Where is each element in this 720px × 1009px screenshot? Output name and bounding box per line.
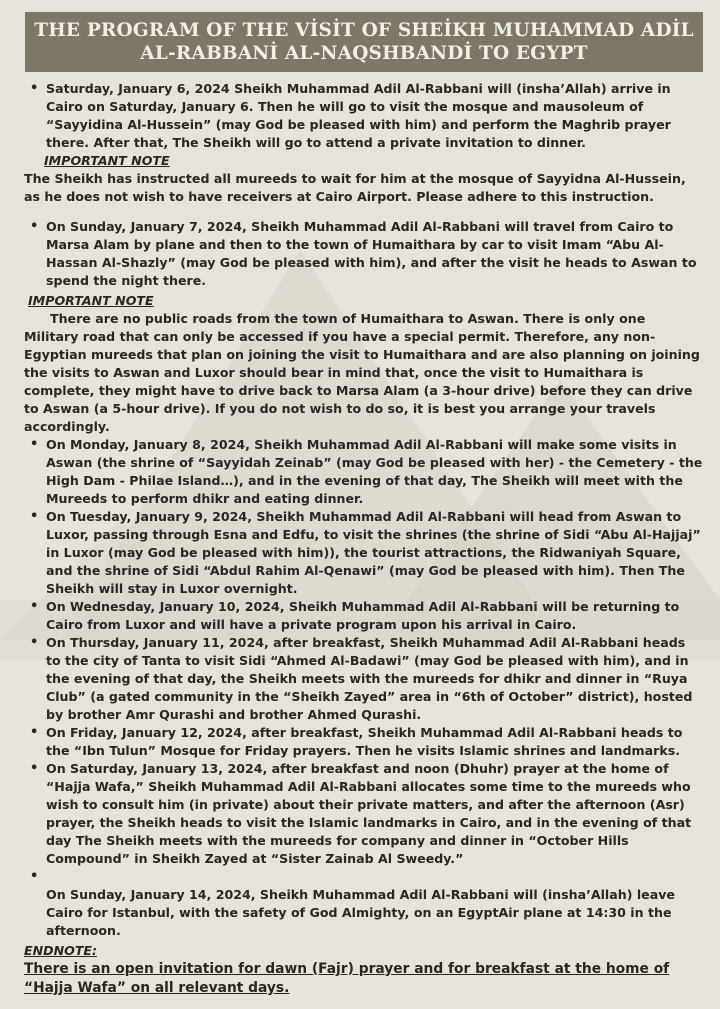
bullet-icon: • xyxy=(30,81,39,96)
bullet-icon: • xyxy=(30,509,39,524)
important-note-label: IMPORTANT NOTE xyxy=(28,293,154,308)
list-item xyxy=(24,436,704,508)
bullet-icon: • xyxy=(30,725,39,740)
list-item xyxy=(24,760,704,868)
list-item xyxy=(24,508,704,598)
item-text: On Wednesday, January 10, 2024, Sheikh Muhammad Adil Al-Rabbani will be returning to Cairo from Luxor and will have a private program upon his arrival in Cairo. xyxy=(46,599,680,632)
list-item xyxy=(24,598,704,634)
endnote-text: There is an open invitation for dawn (Fajr) prayer and for breakfast at the home of “Hajja Wafa” on all relevant days. xyxy=(24,961,670,996)
item-text: On Saturday, January 13, 2024, after breakfast and noon (Dhuhr) prayer at the home of “Hajja Wafa,” Sheikh Muhammad Adil Al-Rabbani allocates some time to the mureeds who wish to consult him (in private) about their private matters, and after the afternoon (Asr) prayer, the Sheikh heads to visit the Islamic landmarks in Cairo, and in the evening of that day The Sheikh meets with the mureeds for company and dinner in “October Hills Compound” in Sheikh Zayed at “Sister Zainab Al Sweedy.” xyxy=(46,761,692,866)
list-item xyxy=(24,886,704,940)
bullet-icon: • xyxy=(30,869,39,884)
list-item xyxy=(24,218,704,290)
bullet-icon: • xyxy=(30,761,39,776)
list-item xyxy=(24,80,704,152)
endnote-label: ENDNOTE: xyxy=(24,943,98,958)
item-text: On Monday, January 8, 2024, Sheikh Muhammad Adil Al-Rabbani will make some visits in Aswan (the shrine of “Sayyidah Zeinab” (may God be pleased with her) - the Cemetery - the High Dam - Philae Island…), and in the evening of that day, The Sheikh will meet with the Mureeds to perform dhikr and eating dinner. xyxy=(46,437,703,506)
list-item xyxy=(24,868,704,886)
item-text: On Sunday, January 14, 2024, Sheikh Muhammad Adil Al-Rabbani will (insha’Allah) leave Cairo for Istanbul, with the safety of God Almighty, on an EgyptAir plane at 14:30 in the afternoon. xyxy=(46,887,675,938)
item-text: Saturday, January 6, 2024 Sheikh Muhammad Adil Al-Rabbani will (insha’Allah) arrive in Cairo on Saturday, January 6. Then he will go to visit the mosque and mausoleum of “Sayyidina Al-Hussein” (may God be pleased with him) and perform the Maghrib prayer there. After that, The Sheikh will go to attend a private invitation to dinner. xyxy=(46,81,671,150)
item-text: On Friday, January 12, 2024, after breakfast, Sheikh Muhammad Adil Al-Rabbani heads to the “Ibn Tulun” Mosque for Friday prayers. Then he visits Islamic shrines and landmarks. xyxy=(46,725,683,758)
list-item xyxy=(24,634,704,724)
important-note-label: IMPORTANT NOTE xyxy=(44,153,170,168)
bullet-icon: • xyxy=(30,635,39,650)
important-note-text: There are no public roads from the town of Humaithara to Aswan. There is only one Military road that can only be accessed if you have a special permit. Therefore, any non-Egyptian mureeds that plan on joining the visit to Humaithara and are also planning on joining the visits to Aswan and Luxor should bear in mind that, once the visit to Humaithara is complete, they might have to drive back to Marsa Alam (a 3-hour drive) before they can drive to Aswan (a 5-hour drive). If you do not wish to do so, it is best you arrange your travels accordingly. xyxy=(24,311,700,434)
bullet-icon: • xyxy=(30,599,39,614)
important-note-text: The Sheikh has instructed all mureeds to wait for him at the mosque of Sayyidna Al-Hussein, as he does not wish to have receivers at Cairo Airport. Please adhere to this instruction. xyxy=(24,171,686,204)
item-text: On Tuesday, January 9, 2024, Sheikh Muhammad Adil Al-Rabbani will head from Aswan to Luxor, passing through Esna and Edfu, to visit the shrines (the shrine of Sidi “Abu Al-Hajjaj” in Luxor (may God be pleased with him)), the tourist attractions, the Ridwaniyah Square, and the shrine of Sidi “Abdul Rahim Al-Qenawi” (may God be pleased with him). Then The Sheikh will stay in Luxor overnight. xyxy=(46,509,701,596)
bullet-icon: • xyxy=(30,219,39,234)
item-text: On Sunday, January 7, 2024, Sheikh Muhammad Adil Al-Rabbani will travel from Cairo to Marsa Alam by plane and then to the town of Humaithara by car to visit Imam “Abu Al-Hassan Al-Shazly” (may God be pleased with him), and after the visit he heads to Aswan to spend the night there. xyxy=(46,219,697,288)
list-item xyxy=(24,724,704,760)
item-text: On Thursday, January 11, 2024, after breakfast, Sheikh Muhammad Adil Al-Rabbani heads to the city of Tanta to visit Sidi “Ahmed Al-Badawi” (may God be pleased with him), and in the evening of that day, the Sheikh meets with the mureeds for dhikr and dinner in “Ruya Club” (a gated community in the “Sheikh Zayed” area in “6th of October” district), hosted by brother Amr Qurashi and brother Ahmed Qurashi. xyxy=(46,635,693,722)
bullet-icon: • xyxy=(30,437,39,452)
page-title: THE PROGRAM OF THE VİSİT OF SHEİKH MUHAMMAD ADİL AL-RABBANİ AL-NAQSHBANDİ TO EGYPT xyxy=(25,12,703,72)
program-content xyxy=(24,80,704,998)
